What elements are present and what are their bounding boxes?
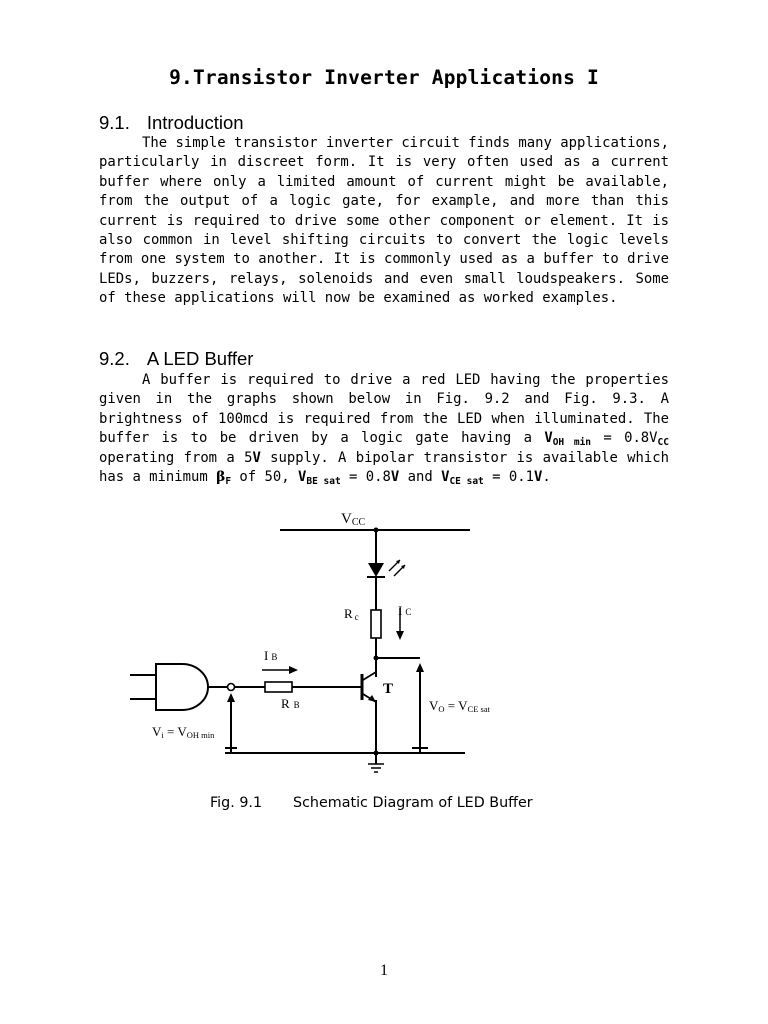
text-run: and	[399, 469, 442, 486]
text-run: A buffer is required to drive a red LED having the properties given in the graphs shown below in Fig. 9.2 and Fig. 9.3. A brightness of 100mcd is required from the LED when illuminated. The buffer is to be driven by a logic gate having a	[99, 372, 669, 447]
vbe-subscript: BE sat	[306, 476, 341, 488]
ib-label: I B	[264, 648, 278, 663]
chapter-title: 9.Transistor Inverter Applications I	[169, 66, 599, 89]
text-run: of 50,	[231, 469, 298, 486]
intro-paragraph: The simple transistor inverter circuit finds many applications, particularly in discreet form. It is very often used as a current buffer where only a limited amount of current might be available, from the output of a logic gate, for example, and more than this current is required to drive some other component or element. It is also common in level shifting circuits to convert the logic levels from one system to another. It is commonly used as a buffer to drive LEDs, buzzers, relays, solenoids and even small loudspeakers. Some of these applications will now be examined as worked examples.	[99, 135, 669, 307]
section-title: Introduction	[146, 112, 244, 133]
ib-arrowhead-icon	[289, 666, 298, 674]
ground-icon	[368, 764, 384, 772]
junction-dot	[374, 528, 379, 533]
text-run: = 0.1	[483, 469, 534, 486]
junction-dot	[374, 751, 379, 756]
text-run: .	[542, 469, 551, 486]
led-icon	[368, 563, 384, 577]
ic-label: I C	[398, 603, 412, 618]
voh-symbol: V	[544, 430, 553, 447]
led-buffer-schematic	[130, 500, 510, 785]
rc-label: R c	[344, 606, 359, 622]
vo-arrowhead-icon	[416, 663, 424, 672]
vce-subscript: CE sat	[449, 476, 484, 488]
vbe-symbol: V	[297, 469, 307, 486]
text-run: = 0.8	[340, 469, 391, 486]
voh-subscript: OH min	[552, 437, 592, 449]
rb-resistor-icon	[265, 682, 292, 692]
led-buffer-paragraph	[99, 371, 669, 487]
beta-symbol: β	[216, 469, 226, 486]
section-heading-intro	[99, 112, 244, 134]
ic-arrowhead-icon	[396, 631, 404, 640]
junction-dot	[374, 656, 379, 661]
vbe-unit: V	[390, 469, 400, 486]
text-run: supply. A bipolar transistor is available which has a minimum	[99, 449, 669, 486]
terminal-node-icon	[228, 684, 235, 691]
rb-label: R B	[281, 696, 300, 711]
rc-resistor-icon	[371, 610, 381, 638]
transistor-label: T	[383, 681, 394, 697]
section-title: A LED Buffer	[146, 348, 254, 369]
and-gate-icon	[156, 664, 208, 710]
figure-caption	[210, 795, 533, 811]
beta-subscript: F	[225, 476, 232, 488]
vce-symbol: V	[441, 469, 450, 486]
page-number: 1	[380, 962, 388, 979]
emitter-arrow-icon	[368, 695, 376, 702]
vi-arrowhead-icon	[227, 693, 235, 702]
text-run: = 0.8V	[591, 430, 658, 447]
text-run: operating from a 5	[99, 449, 253, 466]
section-heading-led-buffer	[99, 348, 253, 370]
section-number: 9.1.	[99, 112, 130, 133]
section-number: 9.2.	[99, 348, 130, 369]
vcc-label: VCC	[341, 511, 366, 528]
figure-number: Fig. 9.1	[210, 795, 263, 811]
vcc-subscript: CC	[657, 437, 669, 449]
vi-label: Vi = VOH min	[152, 724, 215, 740]
figure-caption-text: Schematic Diagram of LED Buffer	[293, 795, 533, 811]
vo-label: VO = VCE sat	[429, 698, 490, 714]
transistor-collector-lead	[363, 672, 376, 680]
vce-unit: V	[533, 469, 543, 486]
volt-unit: V	[252, 449, 261, 466]
